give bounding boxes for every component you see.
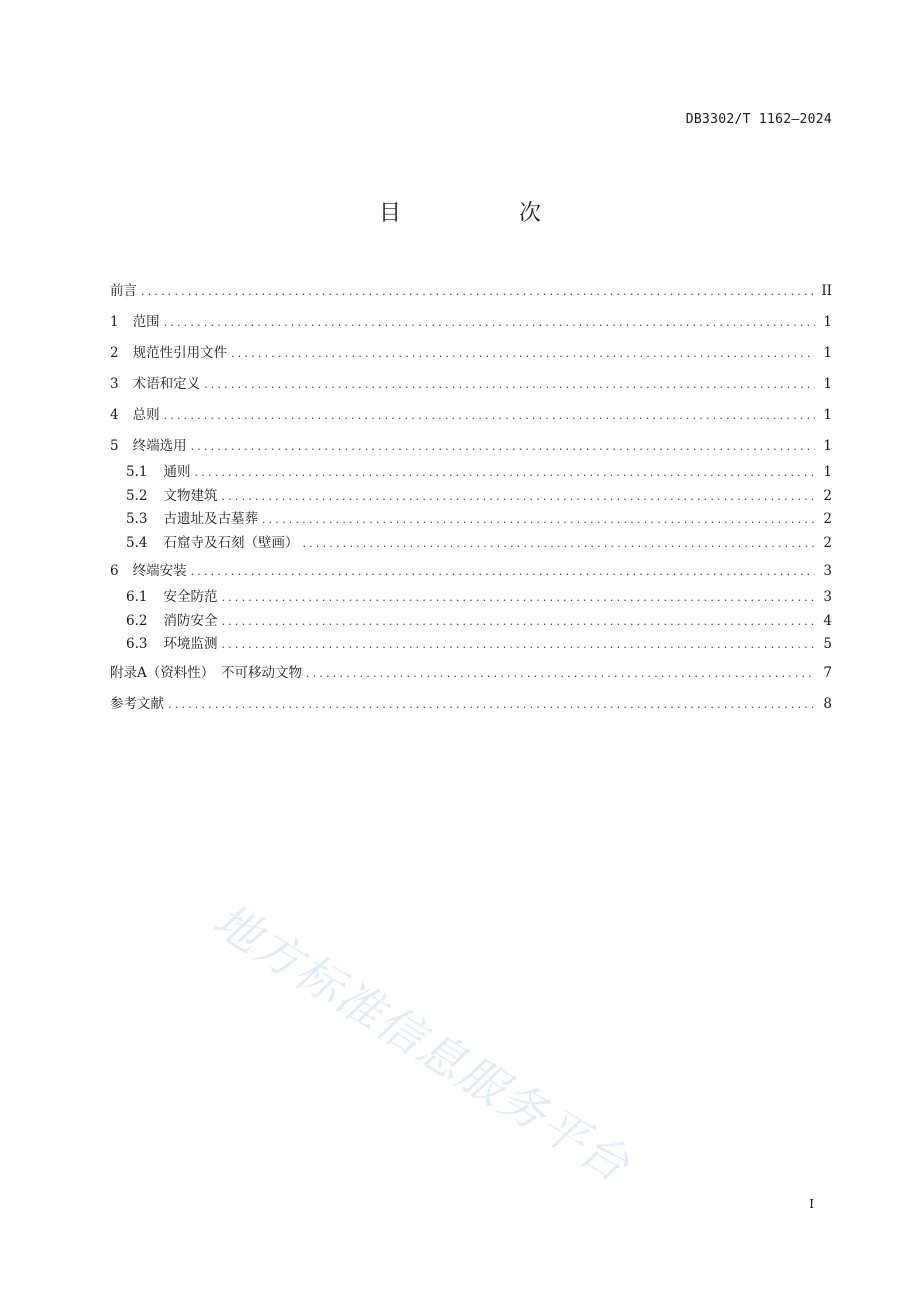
toc-entry-page: 2: [823, 487, 832, 504]
toc-entry-number: 6.1: [126, 589, 148, 605]
toc-dot-leader: [302, 534, 815, 554]
toc-entry-label: 终端安装: [132, 563, 187, 579]
toc-entry[interactable]: [110, 611, 832, 635]
toc-entry-page: 3: [823, 589, 832, 605]
toc-entry[interactable]: [110, 307, 832, 338]
toc-entry-page: 1: [823, 345, 832, 361]
toc-dot-leader: [306, 664, 815, 684]
toc-entry-page: 1: [823, 314, 832, 330]
table-of-contents: [110, 276, 832, 720]
toc-entry[interactable]: [110, 634, 832, 658]
toc-dot-leader: [164, 406, 816, 426]
toc-entry-label: 前言: [110, 283, 137, 299]
toc-dot-leader: [231, 344, 815, 364]
toc-entry-number: 6.3: [126, 636, 148, 652]
toc-entry-label: 术语和定义: [132, 376, 201, 392]
toc-entry[interactable]: [110, 533, 832, 557]
toc-entry-number: 1: [110, 314, 119, 330]
toc-entry-number: 5.1: [126, 464, 148, 480]
toc-entry-label: 环境监测: [163, 636, 218, 652]
document-code: DB3302/T 1162—2024: [685, 112, 832, 127]
toc-entry[interactable]: [110, 556, 832, 587]
toc-entry[interactable]: [110, 462, 832, 486]
toc-entry-label: 范围: [132, 314, 160, 330]
toc-dot-leader: [194, 463, 815, 483]
toc-dot-leader: [221, 487, 815, 507]
toc-entry-label: 石窟寺及石刻（壁画）: [163, 534, 299, 551]
toc-entry[interactable]: [110, 276, 832, 307]
toc-entry-page: 4: [823, 612, 832, 629]
toc-entry[interactable]: [110, 587, 832, 611]
toc-entry[interactable]: [110, 689, 832, 720]
toc-entry-number: 5: [110, 438, 119, 454]
toc-entry-number: 5.4: [126, 534, 148, 551]
toc-entry-number: 5.3: [126, 511, 148, 527]
toc-entry-label: 安全防范: [163, 589, 218, 605]
toc-entry[interactable]: [110, 400, 832, 431]
toc-dot-leader: [191, 437, 816, 457]
toc-entry-label: 终端选用: [132, 438, 187, 454]
toc-entry-label: 古遗址及古墓葬: [163, 511, 258, 527]
toc-entry-page: 1: [823, 464, 832, 480]
toc-entry-page: 1: [823, 438, 832, 454]
toc-entry-page: 2: [823, 534, 832, 551]
toc-entry-page: 2: [823, 511, 832, 527]
toc-dot-leader: [221, 635, 815, 655]
toc-entry-label: 参考文献: [110, 695, 164, 712]
toc-dot-leader: [221, 612, 815, 632]
toc-entry-label: 规范性引用文件: [132, 345, 228, 361]
toc-entry-number: 5.2: [126, 487, 148, 504]
toc-entry-label: 文物建筑: [163, 487, 218, 504]
toc-entry-page: 3: [823, 563, 832, 579]
toc-entry-page: 8: [823, 695, 832, 712]
toc-dot-leader: [168, 695, 815, 715]
toc-dot-leader: [191, 562, 816, 582]
toc-entry[interactable]: [110, 509, 832, 533]
toc-entry-number: 3: [110, 376, 119, 392]
toc-entry[interactable]: [110, 431, 832, 462]
toc-entry-label: 消防安全: [163, 612, 218, 629]
toc-entry[interactable]: [110, 486, 832, 510]
toc-entry-page: 5: [823, 636, 832, 652]
toc-entry-label: 总则: [132, 407, 160, 423]
toc-entry[interactable]: [110, 338, 832, 369]
toc-entry-page: II: [821, 283, 832, 299]
page-title: 目 次: [378, 201, 589, 226]
toc-entry-page: 1: [823, 376, 832, 392]
toc-entry-number: 2: [110, 345, 119, 361]
toc-entry-label: 附录A（资料性） 不可移动文物: [110, 664, 302, 681]
toc-dot-leader: [141, 282, 813, 302]
toc-entry-page: 7: [823, 664, 832, 681]
page-number: I: [809, 1197, 814, 1211]
toc-entry-number: 4: [110, 407, 119, 423]
toc-entry[interactable]: [110, 369, 832, 400]
toc-dot-leader: [221, 588, 815, 608]
toc-entry-label: 通则: [163, 464, 191, 480]
toc-dot-leader: [262, 510, 815, 530]
toc-dot-leader: [204, 375, 815, 395]
watermark: 地方标准信息服务平台: [204, 892, 640, 1193]
toc-entry-page: 1: [823, 407, 832, 423]
toc-entry-number: 6.2: [126, 612, 148, 629]
toc-dot-leader: [164, 313, 816, 333]
toc-entry[interactable]: [110, 658, 832, 689]
toc-entry-number: 6: [110, 563, 119, 579]
